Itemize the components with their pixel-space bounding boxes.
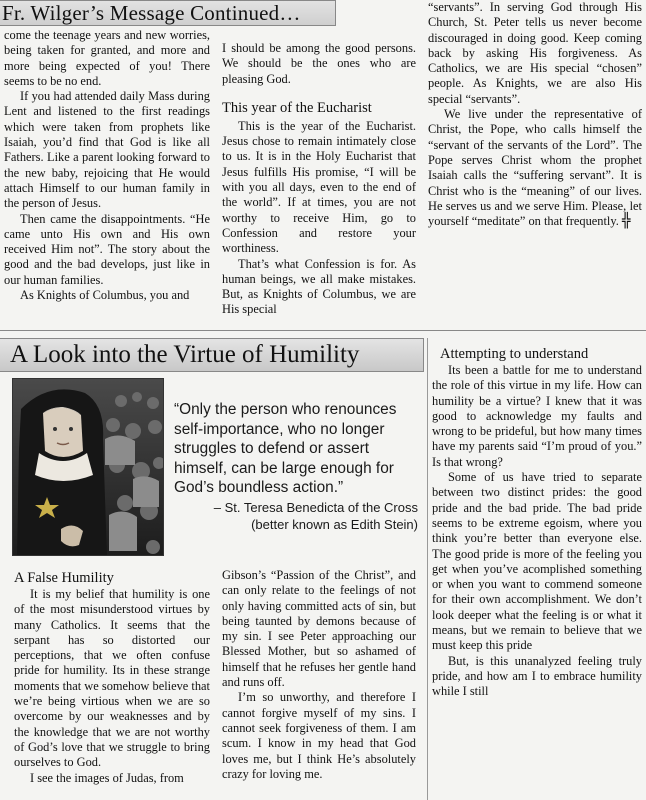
attribution-note: (better known as Edith Stein)	[251, 517, 418, 532]
section-heading: This year of the Eucharist	[222, 99, 372, 116]
top-column-2	[222, 41, 416, 318]
paragraph: Then came the disappointments. “He came unto His own and His own received Him not”. The story about the good and the bad develops, just like in our human families.	[4, 211, 210, 287]
paragraph: I should be among the good persons. We should be the ones who are pleasing God.	[222, 41, 416, 86]
paragraph: Some of us have tried to separate between two distinct prides: the good pride and the bad pride. The bad pride seems to be extreme egoism, where you think you’re better than everyone else. The good pride is more of the feeling you get when you’ve acomplished something or when you want to commend someone for their own accomplishment. We don’t look deeper what the feeling is or what it means, but we remain to believe that we must keep this pride	[432, 470, 642, 653]
portrait-illustration	[13, 379, 164, 556]
section-divider	[0, 330, 646, 331]
section-heading: Attempting to understand	[440, 346, 589, 362]
paragraph: As Knights of Columbus, you and	[20, 288, 190, 303]
paragraph: That’s what Confession is for. As human beings, we all make mistakes. But, as Knights of Columbus, we are His special	[222, 256, 416, 317]
humility-column-right	[432, 346, 642, 700]
top-banner	[0, 0, 336, 26]
humility-banner	[0, 338, 424, 372]
paragraph: I see the images of Judas, from	[30, 770, 184, 785]
humility-column-left	[14, 570, 210, 786]
section-title: A Look into the Virtue of Humility	[10, 341, 360, 368]
paragraph: This is the year of the Eucharist. Jesus chose to remain intimately close to us. It is in the Holy Eucharist that Jesus fulfills His promise, “I will be with you all days, even to the end of the world”. If at times, you are not worthy to receive Him, go to Confession and restore your worthiness.	[222, 118, 416, 256]
quote-box	[12, 378, 418, 556]
saint-portrait-image	[12, 378, 164, 556]
attribution-name: – St. Teresa Benedicta of the Cross	[213, 500, 418, 515]
paragraph: come the teenage years and new worries, being taken for granted, and more and more being expected of you! There seems to be no end.	[4, 28, 210, 88]
section-heading: A False Humility	[14, 570, 114, 586]
top-column-3	[428, 0, 642, 229]
paragraph: Gibson’s “Passion of the Christ”, and can only relate to the feelings of not only having committed acts of sin, but being taunted by demons because of my sin. I see Peter approaching our Blessed Mother, but so ashamed of himself that he refuses her gentle hand and runs off.	[222, 568, 416, 690]
paragraph: Its been a battle for me to understand the role of this virtue in my life. How can humility be a virtue? I knew that it was good to acknowledge my faults and wrong to be prideful, but how many times have my parents said “I’m proud of you.” Is that wrong?	[432, 363, 642, 469]
page-title: Fr. Wilger’s Message Continued…	[2, 1, 301, 25]
quote-attribution	[162, 499, 418, 533]
quote-text: “Only the person who renounces self-importance, who no longer struggles to defend or assert himself, can be large enough for God’s boundless action.”	[174, 401, 397, 497]
paragraph: It is my belief that humility is one of the most misunderstood virtues by many Catholics. It seems that the serpant has so distorted our perceptions, that we often confuse pride for humility. Its in these strange moments that we somehow believe that we’re being virtious when we are so overcome by our weaknesses and by the knowledge that we are not worthy of God’s love that we struggle to bring ourselves to God.	[14, 587, 210, 770]
paragraph: “servants”. In serving God through His Church, St. Peter tells us never become discouraged in doing good. Keep coming back by asking His forgiveness. As Catholics, we are His special “chosen” people. As Knights, we are also His special “servants”.	[428, 0, 642, 106]
top-column-1	[4, 28, 210, 303]
paragraph-text: We live under the representative of Christ, the Pope, who calls himself the “servant of the servants of the Lord”. The Pope serves Christ whom the prophet Isaiah calls the “suffering servant”. It is Christ who is the “meaning” of our lives. He serves us and we serve Him. Please, let yourself “meditate” on that frequently.	[428, 107, 642, 229]
paragraph: If you had attended daily Mass during Lent and listened to the first readings which were taken from prophets like Isaiah, you’d find that God is like all Fathers. Like a parent looking forward to the new baby, rejoicing that He would attach Himself to our human family in the person of Jesus.	[4, 89, 210, 211]
column-divider	[427, 338, 428, 800]
paragraph: I’m so unworthy, and therefore I cannot forgive myself of my sins. I cannot seek forgiveness of them. I am scum. I know in my head that God loves me, but I think He’s absolutely crazy for loving me.	[222, 690, 416, 781]
cross-end-mark-icon: ╬	[621, 213, 631, 230]
humility-column-middle	[222, 568, 416, 782]
paragraph	[428, 107, 642, 229]
paragraph: But, is this unanalyzed feeling truly pride, and how am I to embrace humility while I still	[432, 653, 642, 699]
